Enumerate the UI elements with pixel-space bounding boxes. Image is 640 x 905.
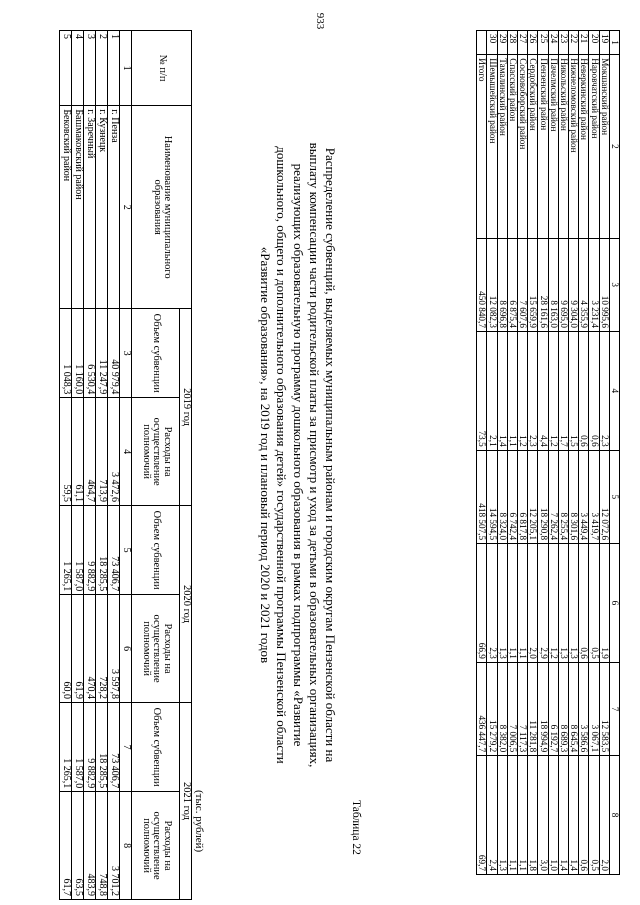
table-cell: 3,0: [538, 756, 548, 875]
table-row: [507, 31, 517, 875]
table-cell: 4 355,9: [579, 238, 589, 331]
table-cell: 9 882,9: [84, 506, 96, 595]
table-cell: 3 586,6: [579, 662, 589, 755]
table-cell: Итого: [477, 55, 487, 238]
table-cell: 450 840,7: [477, 238, 487, 331]
table-cell: 3 701,2: [108, 792, 120, 900]
table-row: [487, 31, 497, 875]
col-header-volume: Объем субвенции: [132, 506, 180, 595]
col-header-year-2020: 2020 год: [180, 506, 192, 703]
table-cell: 14 594,5: [487, 450, 497, 543]
table-cell: 6 742,4: [507, 450, 517, 543]
table-index-row: [609, 31, 619, 875]
table-cell: 8 163,0: [548, 238, 558, 331]
table-cell: 1,1: [507, 756, 517, 875]
table-cell: 6 817,8: [517, 450, 527, 543]
table-cell: Пачелмский район: [548, 55, 558, 238]
table-cell: 1 587,0: [72, 702, 84, 791]
table-cell: 8: [609, 756, 619, 875]
table-cell: 2: [120, 106, 132, 309]
col-header-expenses: Расходы на осуществление полномочий: [132, 595, 180, 703]
table-cell: 2,4: [487, 756, 497, 875]
table-cell: 1,9: [599, 544, 609, 663]
table-cell: 7 117,3: [517, 662, 527, 755]
table-cell: 59,5: [60, 398, 72, 506]
table-cell: 728,2: [96, 595, 108, 703]
table-cell: 3: [84, 31, 96, 106]
table-cell: 3 067,1: [589, 662, 599, 755]
col-header-year-2021: 2021 год: [180, 702, 192, 899]
table-row: [579, 31, 589, 875]
table-cell: 464,7: [84, 398, 96, 506]
table-cell: 61,9: [72, 595, 84, 703]
table-cell: 3: [120, 309, 132, 398]
table-cell: 61,7: [60, 792, 72, 900]
table-cell: 1,4: [558, 756, 568, 875]
table-row: [599, 31, 609, 875]
table-cell: г. Заречный: [84, 106, 96, 309]
table-cell: г. Пенза: [108, 106, 120, 309]
table-cell: 1,4: [497, 331, 507, 450]
table-cell: 418 507,5: [477, 450, 487, 543]
table-cell: 7: [609, 662, 619, 755]
table-cell: 0,6: [579, 331, 589, 450]
table-row: [84, 31, 96, 900]
table-cell: 3 449,4: [579, 450, 589, 543]
table-cell: 73 406,7: [108, 506, 120, 595]
table-cell: 61,1: [72, 398, 84, 506]
table-cell: 1,2: [548, 544, 558, 663]
table-row: [528, 31, 538, 875]
table-cell: 24: [548, 31, 558, 55]
table-cell: 73 406,7: [108, 702, 120, 791]
table-cell: 1,1: [517, 756, 527, 875]
table-cell: 2,0: [528, 544, 538, 663]
table-cell: Пензенский район: [538, 55, 548, 238]
table-cell: 18 285,5: [96, 702, 108, 791]
table-cell: 73,5: [477, 331, 487, 450]
col-header-expenses: Расходы на осуществление полномочий: [132, 792, 180, 900]
table-cell: 6 192,7: [548, 662, 558, 755]
table-cell: г. Кузнецк: [96, 106, 108, 309]
table-cell: 8: [120, 792, 132, 900]
table-row: [477, 31, 487, 875]
heading-line: реализующих образовательную программу дошкольного образования в рамках подпрограммы «Развитие: [290, 163, 306, 747]
table-cell: 1 160,0: [72, 309, 84, 398]
table-cell: 0,5: [589, 544, 599, 663]
table-cell: 15 659,9: [528, 238, 538, 331]
table-cell: 19: [599, 31, 609, 55]
heading-line: дошкольного, общего и дополнительного образования детей» государственной программы Пензенской области: [274, 146, 290, 764]
table-cell: Тамалинский район: [497, 55, 507, 238]
table-cell: 7 262,4: [548, 450, 558, 543]
table-cell: 8 255,4: [558, 450, 568, 543]
table-cell: 2,1: [487, 331, 497, 450]
table-cell: 60,0: [60, 595, 72, 703]
table-cell: 69,7: [477, 756, 487, 875]
table-cell: 12 205,1: [528, 450, 538, 543]
table-cell: Мокшанский район: [599, 55, 609, 238]
table-cell: 1,1: [517, 544, 527, 663]
table-row: [72, 31, 84, 900]
table-cell: 7 006,5: [507, 662, 517, 755]
table-cell: 2: [609, 55, 619, 238]
table-cell: 436 447,7: [477, 662, 487, 755]
table-cell: 3 419,7: [589, 450, 599, 543]
table-cell: 9 695,0: [558, 238, 568, 331]
table-cell: 8 689,3: [558, 662, 568, 755]
table-cell: 2,3: [599, 331, 609, 450]
table-cell: 20: [589, 31, 599, 55]
table-cell: 1,2: [517, 331, 527, 450]
table-cell: 0,5: [589, 756, 599, 875]
table-cell: 15 279,2: [487, 662, 497, 755]
table-cell: 0,6: [579, 756, 589, 875]
table-cell: 7 607,6: [517, 238, 527, 331]
table-cell: Бековский район: [60, 106, 72, 309]
table-index-row: [120, 31, 132, 900]
table-cell: 1,3: [497, 756, 507, 875]
table-cell: 18 994,9: [538, 662, 548, 755]
table-cell: 2,3: [528, 331, 538, 450]
table-cell: 1,2: [548, 331, 558, 450]
table-cell: 8 645,4: [568, 662, 578, 755]
table-cell: 23: [558, 31, 568, 55]
table-cell: 63,5: [72, 792, 84, 900]
table-cell: 4: [120, 398, 132, 506]
table-cell: Башмаковский район: [72, 106, 84, 309]
table-cell: Нижнеломовский район: [568, 55, 578, 238]
table-row: [538, 31, 548, 875]
table-cell: 18 290,8: [538, 450, 548, 543]
table2-body: [60, 31, 132, 900]
table-cell: 27: [517, 31, 527, 55]
table-row: [548, 31, 558, 875]
table-label: Таблица 22: [350, 800, 362, 855]
table-cell: 22: [568, 31, 578, 55]
subvention-table-continued: [476, 30, 620, 875]
table-cell: 28 161,6: [538, 238, 548, 331]
table-cell: 7: [120, 702, 132, 791]
table-cell: Наровчатский район: [589, 55, 599, 238]
subvention-table: [60, 30, 193, 900]
table-heading: [257, 60, 338, 850]
table-cell: 8 324,0: [497, 450, 507, 543]
heading-line: выплату компенсации части родительской платы за присмотр и уход за детьми в образовательных организациях,: [306, 142, 322, 768]
table-cell: 2: [96, 31, 108, 106]
table-cell: 26: [528, 31, 538, 55]
table-cell: 6 530,4: [84, 309, 96, 398]
table-cell: Неверкинский район: [579, 55, 589, 238]
table-cell: Шемышейский район: [487, 55, 497, 238]
table-cell: 9 882,9: [84, 702, 96, 791]
table-cell: 0,6: [579, 544, 589, 663]
table-cell: 40 979,4: [108, 309, 120, 398]
heading-line: Распределение субвенций, выделяемых муниципальным районам и городским округам Пензенской области на: [323, 147, 338, 763]
table-cell: 470,4: [84, 595, 96, 703]
table-cell: 4: [609, 331, 619, 450]
table-cell: 1,3: [568, 544, 578, 663]
table-cell: 1,7: [558, 331, 568, 450]
table-cell: 713,9: [96, 398, 108, 506]
table-cell: 1 265,1: [60, 702, 72, 791]
table-cell: 3: [609, 238, 619, 331]
page-number: 933: [314, 12, 326, 30]
table-cell: Сосновоборский район: [517, 55, 527, 238]
table-cell: 21: [579, 31, 589, 55]
table-cell: 5: [120, 506, 132, 595]
table-cell: 5: [609, 450, 619, 543]
table-cell: 8 301,6: [568, 450, 578, 543]
table-cell: Спасский район: [507, 55, 517, 238]
table-cell: 8 382,0: [497, 662, 507, 755]
table-cell: 483,9: [84, 792, 96, 900]
table-cell: 2,9: [538, 544, 548, 663]
table-cell: 4: [72, 31, 84, 106]
table-cell: 1: [120, 31, 132, 106]
table-cell: [477, 31, 487, 55]
heading-line: «Развитие образования», на 2019 год и плановый период 2020 и 2021 годов: [258, 246, 274, 664]
table-cell: 10 995,6: [599, 238, 609, 331]
table-cell: 2,0: [599, 756, 609, 875]
table-cell: 748,8: [96, 792, 108, 900]
table-cell: 1,3: [497, 544, 507, 663]
table-cell: 1,5: [568, 331, 578, 450]
table-cell: 12 583,5: [599, 662, 609, 755]
table-cell: 1,1: [507, 544, 517, 663]
table-row: [60, 31, 72, 900]
col-header-volume: Объем субвенции: [132, 702, 180, 791]
table-cell: 28: [507, 31, 517, 55]
table-cell: 1 265,1: [60, 506, 72, 595]
col-header-number: № п/п: [132, 31, 192, 106]
table1-body: [477, 31, 620, 875]
table-row: [558, 31, 568, 875]
table-cell: 1,3: [558, 544, 568, 663]
table-cell: 1 587,0: [72, 506, 84, 595]
table-cell: 2,3: [487, 544, 497, 663]
table-cell: 3 597,8: [108, 595, 120, 703]
table-cell: 1,0: [548, 756, 558, 875]
table-cell: 12 082,3: [487, 238, 497, 331]
table-cell: 25: [538, 31, 548, 55]
table-cell: 9 304,0: [568, 238, 578, 331]
table-cell: 66,9: [477, 544, 487, 663]
table-row: [108, 31, 120, 900]
col-header-expenses: Расходы на осуществление полномочий: [132, 398, 180, 506]
table-cell: 1,8: [528, 756, 538, 875]
table-cell: 1: [609, 31, 619, 55]
table-cell: 29: [497, 31, 507, 55]
table-cell: 18 285,5: [96, 506, 108, 595]
table-cell: 11 247,9: [96, 309, 108, 398]
table-cell: 6: [609, 544, 619, 663]
table-cell: 12 072,6: [599, 450, 609, 543]
table-row: [589, 31, 599, 875]
table-cell: 1,4: [568, 756, 578, 875]
table-cell: 11 281,8: [528, 662, 538, 755]
table-row: [568, 31, 578, 875]
table-cell: 0,6: [589, 331, 599, 450]
table-row: [497, 31, 507, 875]
table-cell: 1,1: [507, 331, 517, 450]
table-cell: 1 048,3: [60, 309, 72, 398]
table-cell: 6: [120, 595, 132, 703]
table-cell: Сердобский район: [528, 55, 538, 238]
table-cell: Никольский район: [558, 55, 568, 238]
table-row: [517, 31, 527, 875]
table-cell: 5: [60, 31, 72, 106]
rotated-page: [20, 30, 620, 900]
units-label: (тыс. рублей): [193, 790, 205, 853]
col-header-volume: Объем субвенции: [132, 309, 180, 398]
table-row: [96, 31, 108, 900]
col-header-name: Наименование муниципального образования: [132, 106, 192, 309]
table-cell: 4,4: [538, 331, 548, 450]
table-cell: 30: [487, 31, 497, 55]
table-cell: 1: [108, 31, 120, 106]
table-cell: 8 696,8: [497, 238, 507, 331]
col-header-year-2019: 2019 год: [180, 309, 192, 506]
table-cell: 3 231,4: [589, 238, 599, 331]
table-cell: 3 472,6: [108, 398, 120, 506]
table-cell: 6 875,4: [507, 238, 517, 331]
